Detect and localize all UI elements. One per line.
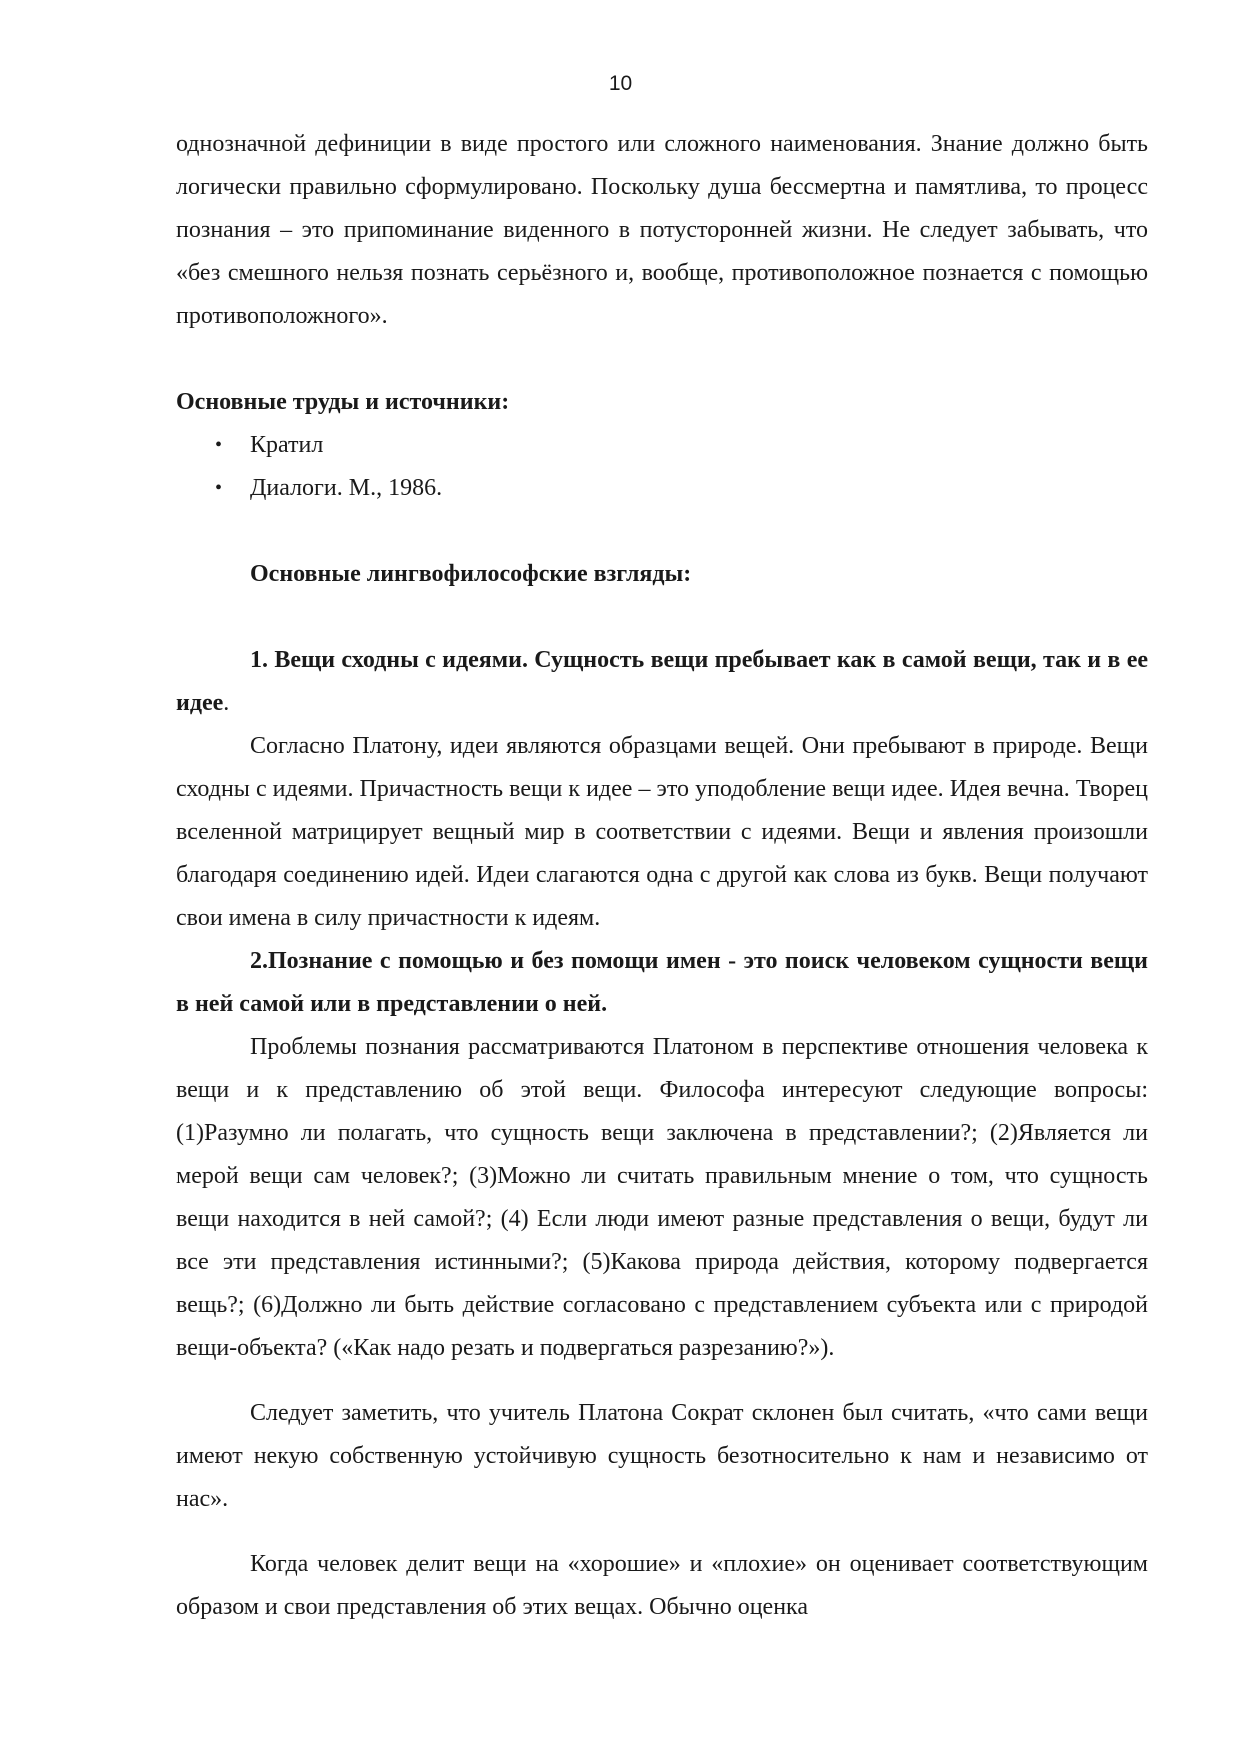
work-title: Диалоги. М., 1986. bbox=[250, 475, 443, 501]
views-heading: Основные лингвофилософские взгляды: bbox=[250, 561, 692, 587]
page-number: 10 bbox=[608, 72, 633, 95]
list-item bbox=[176, 424, 1148, 467]
spacer bbox=[176, 510, 1148, 553]
paragraph-3: Следует заметить, что учитель Платона Сократ склонен был считать, «что сами вещи имеют некую собственную устойчивую сущность безотносительно к нам и независимо от нас». bbox=[176, 1400, 1148, 1512]
bullet-icon: • bbox=[215, 477, 223, 499]
page-body bbox=[176, 123, 1148, 1629]
list-item bbox=[176, 467, 1148, 510]
thesis-2: 2.Познание с помощью и без помощи имен - это поиск человеком сущности вещи в ней самой или в представлении о ней. bbox=[176, 948, 1148, 1017]
paragraph-2: Проблемы познания рассматриваются Платоном в перспективе отношения человека к вещи и к представлению об этой вещи. Философа интересуют следующие вопросы: (1)Разумно ли полагать, что сущность вещи заключена в представлении?; (2)Является ли мерой вещи сам человек?; (3)Можно ли считать правильным мнение о том, что сущность вещи находится в ней самой?; (4) Если люди имеют разные представления о вещи, будут ли все эти представления истинными?; (5)Какова природа действия, которому подвергается вещь?; (6)Должно ли быть действие согласовано с представлением субъекта или с природой вещи-объекта? («Как надо резать и подвергаться разрезанию?»). bbox=[176, 1034, 1148, 1361]
works-list bbox=[176, 424, 1148, 510]
work-title: Кратил bbox=[250, 432, 324, 458]
thesis-1-text: 1. Вещи сходны с идеями. Сущность вещи пребывает как в самой вещи, так и в ее идее bbox=[176, 647, 1148, 716]
paragraph-1: Согласно Платону, идеи являются образцами вещей. Они пребывают в природе. Вещи сходны с идеями. Причастность вещи к идее – это уподобление вещи идее. Идея вечна. Творец вселенной матрицирует вещный мир в соответствии с идеями. Вещи и явления произошли благодаря соединению идей. Идеи слагаются одна с другой как слова из букв. Вещи получают свои имена в силу причастности к идеям. bbox=[176, 733, 1148, 931]
intro-paragraph: однозначной дефиниции в виде простого или сложного наименования. Знание должно быть логически правильно сформулировано. Поскольку душа бессмертна и памятлива, то процесс познания – это припоминание виденного в потусторонней жизни. Не следует забывать, что «без смешного нельзя познать серьёзного и, вообще, противоположное познается с помощью противоположного». bbox=[176, 131, 1148, 329]
bullet-icon: • bbox=[215, 434, 223, 456]
spacer bbox=[176, 338, 1148, 381]
spacer bbox=[176, 596, 1148, 639]
spacer bbox=[176, 1521, 1148, 1543]
spacer bbox=[176, 1370, 1148, 1392]
works-heading: Основные труды и источники: bbox=[176, 389, 510, 415]
thesis-1 bbox=[176, 639, 1148, 725]
paragraph-4: Когда человек делит вещи на «хорошие» и «плохие» он оценивает соответствующим образом и свои представления об этих вещах. Обычно оценка bbox=[176, 1551, 1148, 1620]
thesis-1-tail: . bbox=[223, 690, 230, 716]
